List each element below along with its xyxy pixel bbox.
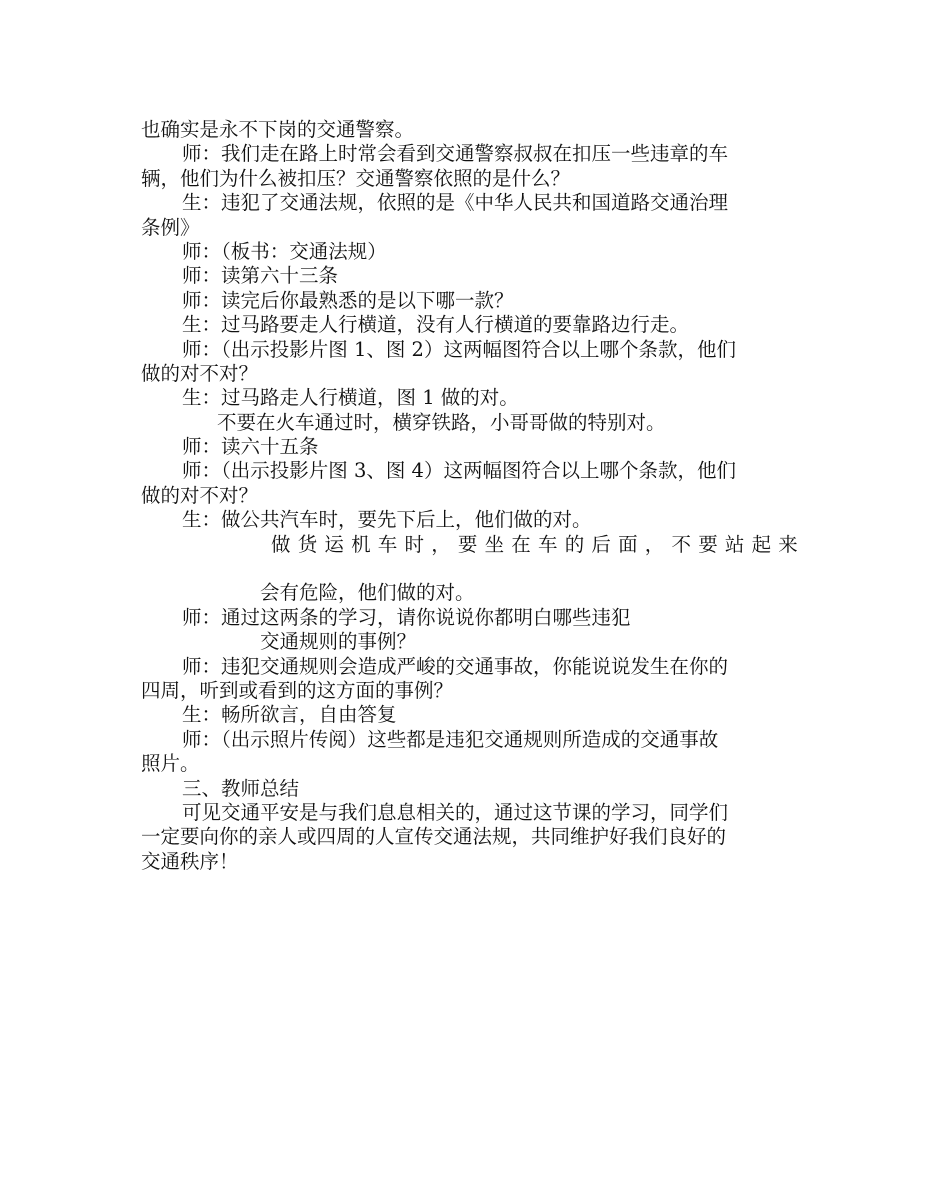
text-line: 师：违犯交通规则会造成严峻的交通事故，你能说说发生在你的 bbox=[182, 654, 729, 678]
text-line: 师：（出示投影片图 1、图 2）这两幅图符合以上哪个条款，他们 bbox=[182, 337, 736, 361]
text-line: 生：过马路走人行横道，图 1 做的对。 bbox=[182, 386, 519, 410]
text-line: 照片。 bbox=[141, 752, 200, 776]
lesson-transcript bbox=[141, 118, 811, 874]
text-line: 师：通过这两条的学习，请你说说你都明白哪些违犯 bbox=[182, 605, 631, 629]
text-line: 会有危险，他们做的对。 bbox=[260, 581, 475, 605]
text-line: 一定要向你的亲人或四周的人宣传交通法规，共同维护好我们良好的 bbox=[141, 825, 727, 849]
text-line: 也确实是永不下岗的交通警察。 bbox=[141, 118, 415, 141]
text-line: 做货运机车时，要坐在车的后面，不要站起来 bbox=[271, 532, 806, 556]
text-line: 做的对不对？ bbox=[141, 361, 259, 385]
text-line: 不要在火车通过时，横穿铁路，小哥哥做的特别对。 bbox=[217, 410, 666, 434]
text-line: 师：（出示照片传阅）这些都是违犯交通规则所造成的交通事故 bbox=[182, 727, 719, 751]
text-line: 条例》 bbox=[141, 215, 200, 239]
text-line: 交通秩序！ bbox=[141, 849, 239, 873]
text-line: 辆，他们为什么被扣压？交通警察依照的是什么？ bbox=[141, 166, 571, 190]
text-line: 做的对不对？ bbox=[141, 483, 259, 507]
text-line: 师：（出示投影片图 3、图 4）这两幅图符合以上哪个条款，他们 bbox=[182, 459, 736, 483]
text-line: 师：（板书：交通法规） bbox=[182, 239, 387, 263]
text-line: 生：过马路要走人行横道，没有人行横道的要靠路边行走。 bbox=[182, 313, 690, 337]
section-heading: 三、教师总结 bbox=[182, 776, 300, 800]
text-line: 交通规则的事例？ bbox=[260, 630, 417, 654]
text-line: 师：读完后你最熟悉的是以下哪一款？ bbox=[182, 288, 514, 312]
text-line: 生：违犯了交通法规，依照的是《中华人民共和国道路交通治理 bbox=[182, 191, 729, 215]
text-line: 四周，听到或看到的这方面的事例？ bbox=[141, 678, 454, 702]
text-line: 生：畅所欲言，自由答复 bbox=[182, 703, 397, 727]
text-line: 生：做公共汽车时，要先下后上，他们做的对。 bbox=[182, 508, 592, 532]
text-line: 师：读第六十三条 bbox=[182, 264, 339, 288]
text-line: 师：我们走在路上时常会看到交通警察叔叔在扣压一些违章的车 bbox=[182, 142, 729, 166]
text-line: 师：读六十五条 bbox=[182, 435, 319, 459]
text-line: 可见交通平安是与我们息息相关的，通过这节课的学习，同学们 bbox=[182, 800, 729, 824]
blank-line bbox=[141, 557, 811, 581]
